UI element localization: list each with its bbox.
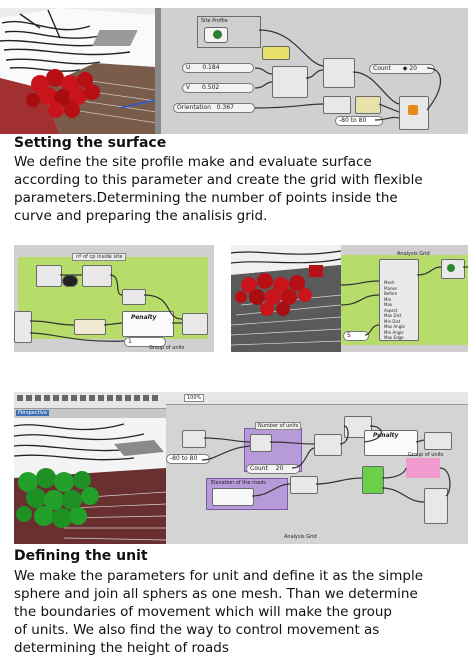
section3-line: sphere and join all sphers as one mesh. Than we determine xyxy=(14,586,418,602)
analysis-label: Analysis Grid xyxy=(284,534,317,540)
rhino-toolbar[interactable] xyxy=(14,392,166,409)
param-item: Max Angle xyxy=(384,324,405,329)
roads-label: Elevation of the roads xyxy=(211,480,266,486)
group-units-label: Group of units xyxy=(149,345,185,351)
wires xyxy=(166,392,468,544)
orientation-label: Orientation xyxy=(177,104,211,111)
section3-line: of units. We also find the way to control movement as xyxy=(14,622,380,638)
param-item: Planes xyxy=(384,285,398,291)
section3-heading: Defining the unit xyxy=(14,548,148,564)
gh-canvas-units[interactable] xyxy=(166,392,468,544)
site-viewport-3d-red[interactable] xyxy=(231,245,341,352)
green-sphere-render xyxy=(14,418,166,544)
site-profile-label: Site Profile xyxy=(201,18,228,24)
gh-canvas-cp-inside-site[interactable] xyxy=(14,245,214,352)
site-viewport-3d[interactable] xyxy=(0,8,170,134)
gh-canvas-analysis-grid[interactable] xyxy=(341,245,468,352)
v-label: V xyxy=(186,84,191,91)
range-value: -80 to 80 xyxy=(339,117,367,124)
units-group-label: Number of units xyxy=(255,422,301,430)
gh-canvas-site-profile[interactable] xyxy=(155,8,468,134)
param-item: Mesh xyxy=(384,280,395,285)
param-item: Max Edge xyxy=(384,335,404,340)
grid-slider-value: 5 xyxy=(347,332,351,339)
unit-count-label: Count xyxy=(250,465,268,472)
section1-paragraph xyxy=(14,153,464,225)
penalty-value: 1 xyxy=(128,338,132,345)
slider-orientation-value: 0.367 xyxy=(216,104,234,111)
site-render xyxy=(0,8,170,134)
section1-line: parameters.Determining the number of points inside the xyxy=(14,190,398,206)
param-item: Max xyxy=(384,302,393,307)
count-value: 20 xyxy=(409,65,417,72)
param-item: Min Dist xyxy=(384,318,401,324)
unit-range-value: -80 to 80 xyxy=(170,455,198,462)
count-label: Count xyxy=(373,65,391,72)
section3-line: We make the parameters for unit and define it as the simple xyxy=(14,568,424,584)
section1-heading: Setting the surface xyxy=(14,135,167,151)
wires xyxy=(155,8,468,134)
group-label: Group of units xyxy=(408,452,444,458)
wires xyxy=(341,245,468,352)
slider-v-value: 0.502 xyxy=(202,84,220,91)
viewport-label[interactable]: Perspective xyxy=(18,410,47,416)
section3-line: the boundaries of movement which will make the group xyxy=(14,604,392,620)
param-item: Aspect xyxy=(384,307,398,313)
section3-paragraph xyxy=(14,567,464,657)
red-sphere-render xyxy=(231,245,341,352)
analysis-grid-label: Analysis Grid xyxy=(397,251,430,257)
param-item: Min xyxy=(384,296,392,302)
penalty-label: Penalty xyxy=(131,314,157,321)
param-item: Min Angle xyxy=(384,329,404,335)
penalty-graph-label: Penalty xyxy=(373,432,399,439)
section3-line: determining the height of roads xyxy=(14,640,229,656)
param-item: Before xyxy=(384,291,398,296)
rhino-viewport[interactable] xyxy=(14,392,166,544)
count-slider[interactable]: Count ◆ 20 xyxy=(369,64,435,74)
toolbar-icons xyxy=(14,392,166,408)
section1-line: curve and preparing the analisis grid. xyxy=(14,208,268,224)
section1-line: according to this parameter and create the grid with flexible xyxy=(14,172,423,188)
param-item: Max Dist xyxy=(384,313,402,318)
unit-count-value: 20 xyxy=(275,465,284,472)
cp-group-title: nº of cp inside site xyxy=(72,253,126,261)
zoom-field[interactable]: 100% xyxy=(184,394,204,402)
slider-u-value: 0.184 xyxy=(202,64,220,71)
section1-line: We define the site profile make and evaluate surface xyxy=(14,154,372,170)
wires xyxy=(14,245,214,352)
u-label: U xyxy=(186,64,191,71)
